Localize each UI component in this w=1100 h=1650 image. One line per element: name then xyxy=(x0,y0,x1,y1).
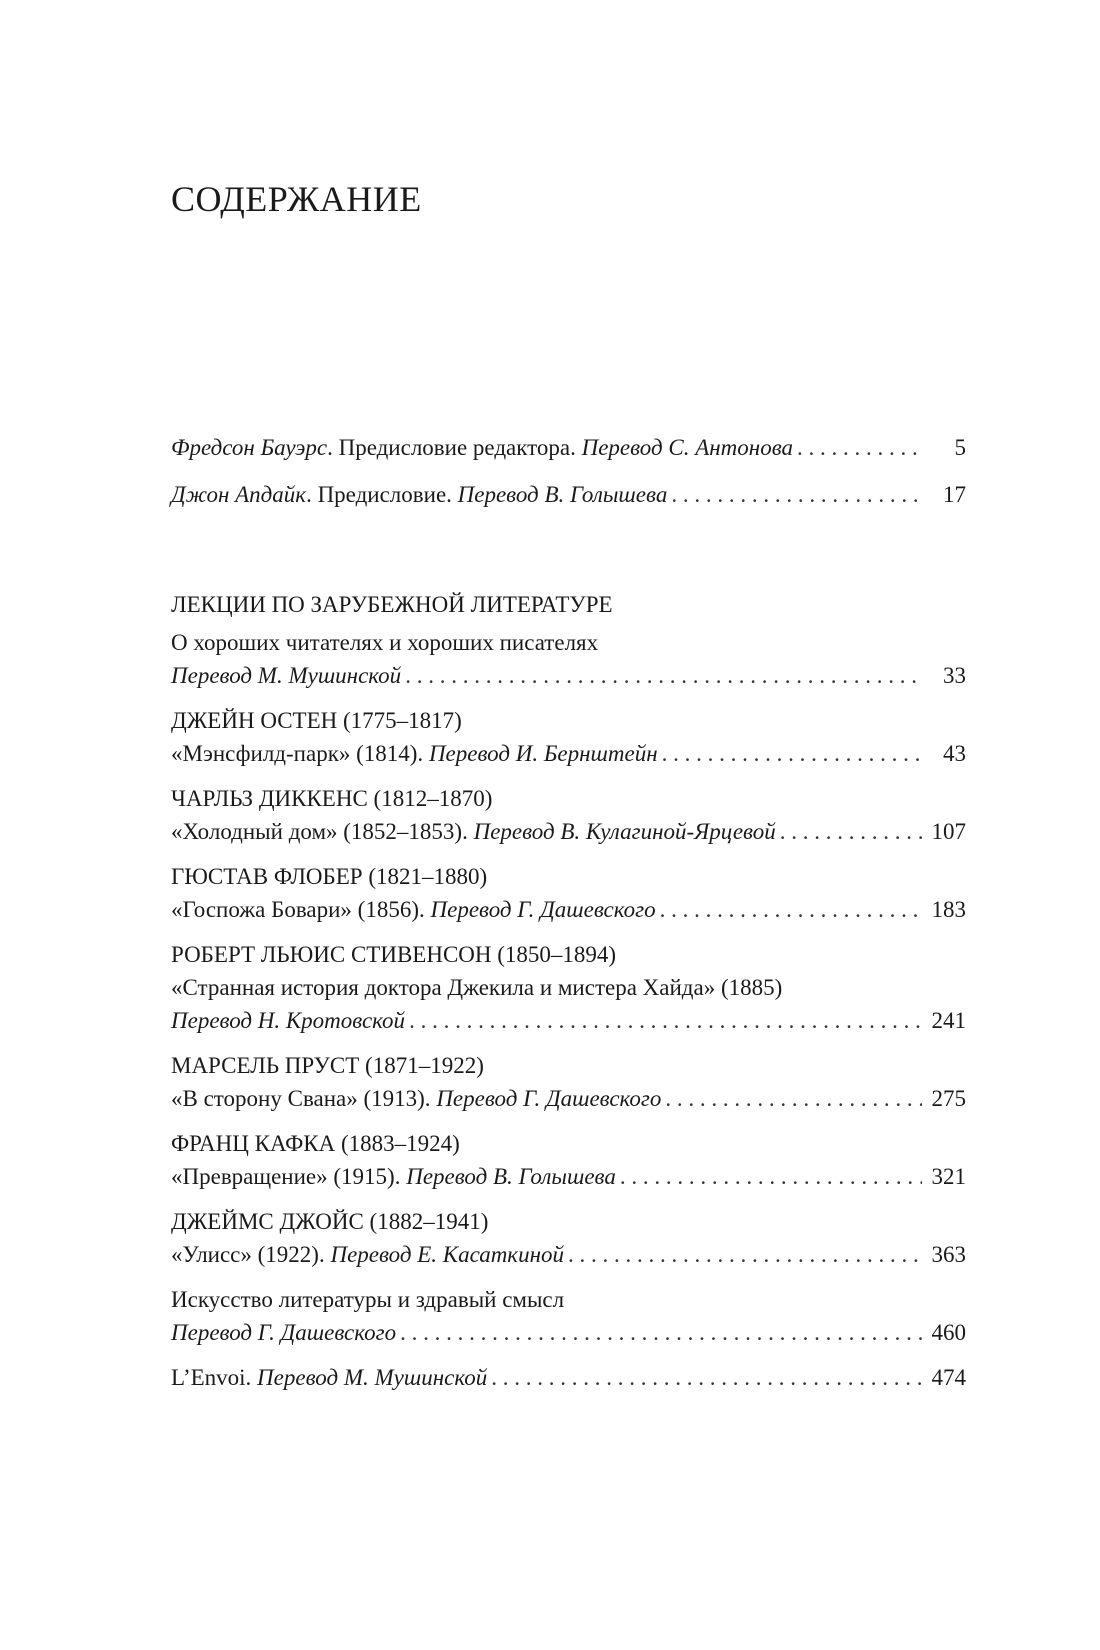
work-title: Предисловие редактора. xyxy=(338,435,576,460)
work-title: «В сторону Свана» (1913). xyxy=(171,1086,431,1111)
page-number: 275 xyxy=(931,1086,966,1111)
entry-heading: ЧАРЛЬЗ ДИККЕНС (1812–1870) xyxy=(171,786,493,811)
entry-heading: ГЮСТАВ ФЛОБЕР (1821–1880) xyxy=(171,864,488,889)
author: Фредсон Бауэрс xyxy=(171,435,328,460)
page-number: 183 xyxy=(931,897,966,922)
toc-entry-proust[interactable] xyxy=(171,1049,966,1115)
leader-dots xyxy=(409,1004,922,1037)
toc-entry-bowers-preface[interactable] xyxy=(171,431,966,464)
page-number: 321 xyxy=(931,1164,966,1189)
entry-heading: О хороших читателях и хороших писателях xyxy=(171,630,599,655)
toc-entry-flaubert[interactable] xyxy=(171,860,966,926)
page-number: 33 xyxy=(943,663,966,688)
toc-entry-art-of-literature[interactable] xyxy=(171,1283,966,1349)
work-title: «Мэнсфилд-парк» (1814). xyxy=(171,741,424,766)
translator: Перевод В. Голышева xyxy=(457,482,668,507)
toc-entry-joyce[interactable] xyxy=(171,1205,966,1271)
separator: . xyxy=(306,482,318,507)
entry-heading: Искусство литературы и здравый смысл xyxy=(171,1287,565,1312)
work-title: «Превращение» (1915). xyxy=(171,1164,401,1189)
translator: Перевод М. Мушинской xyxy=(257,1365,488,1390)
work-title: «Госпожа Бовари» (1856). xyxy=(171,897,425,922)
page-number: 474 xyxy=(931,1365,966,1390)
entry-heading: РОБЕРТ ЛЬЮИС СТИВЕНСОН (1850–1894) xyxy=(171,942,617,967)
leader-dots xyxy=(400,1316,922,1349)
work-title: «Странная история доктора Джекила и мистера Хайда» (1885) xyxy=(171,975,783,1000)
page-number: 460 xyxy=(931,1320,966,1345)
separator: . xyxy=(327,435,339,460)
translator: Перевод М. Мушинской xyxy=(171,663,402,688)
translator: Перевод Г. Дашевского xyxy=(430,897,656,922)
page-number: 107 xyxy=(931,819,966,844)
leader-dots xyxy=(797,431,922,464)
translator: Перевод С. Антонова xyxy=(581,435,794,460)
leader-dots xyxy=(780,815,922,848)
page-number: 241 xyxy=(931,1008,966,1033)
entry-heading: ФРАНЦ КАФКА (1883–1924) xyxy=(171,1131,460,1156)
work-title: Предисловие. xyxy=(317,482,452,507)
page-title: СОДЕРЖАНИЕ xyxy=(171,179,422,219)
toc-entry-stevenson[interactable] xyxy=(171,938,966,1037)
work-title: L’Envoi. xyxy=(171,1365,252,1390)
translator: Перевод В. Кулагиной-Ярцевой xyxy=(473,819,776,844)
toc-entry-kafka[interactable] xyxy=(171,1127,966,1193)
leader-dots xyxy=(568,1238,922,1271)
leader-dots xyxy=(665,1082,922,1115)
translator: Перевод Г. Дашевского xyxy=(436,1086,662,1111)
toc-entry-envoi[interactable] xyxy=(171,1361,966,1394)
toc-lectures xyxy=(171,626,966,1394)
work-title: «Холодный дом» (1852–1853). xyxy=(171,819,468,844)
translator: Перевод И. Бернштейн xyxy=(428,741,658,766)
translator: Перевод Г. Дашевского xyxy=(171,1320,397,1345)
leader-dots xyxy=(405,659,922,692)
page-number: 43 xyxy=(943,741,966,766)
entry-heading: МАРСЕЛЬ ПРУСТ (1871–1922) xyxy=(171,1053,484,1078)
section-heading: ЛЕКЦИИ ПО ЗАРУБЕЖНОЙ ЛИТЕРАТУРЕ xyxy=(171,592,613,617)
page-number: 17 xyxy=(943,482,966,507)
work-title: «Улисс» (1922). xyxy=(171,1242,325,1267)
leader-dots xyxy=(662,737,922,770)
translator: Перевод В. Голышева xyxy=(406,1164,616,1189)
leader-dots xyxy=(491,1361,922,1394)
leader-dots xyxy=(620,1160,922,1193)
translator: Перевод Е. Касаткиной xyxy=(330,1242,564,1267)
author: Джон Апдайк xyxy=(171,482,307,507)
page-number: 363 xyxy=(931,1242,966,1267)
toc-front-matter xyxy=(171,431,966,511)
leader-dots xyxy=(660,893,922,926)
entry-heading: ДЖЕЙМС ДЖОЙС (1882–1941) xyxy=(171,1209,489,1234)
toc-entry-dickens[interactable] xyxy=(171,782,966,848)
toc-entry-good-readers[interactable] xyxy=(171,626,966,692)
leader-dots xyxy=(671,478,922,511)
toc-entry-austen[interactable] xyxy=(171,704,966,770)
page-number: 5 xyxy=(954,435,966,460)
toc-entry-updike-preface[interactable] xyxy=(171,478,966,511)
entry-heading: ДЖЕЙН ОСТЕН (1775–1817) xyxy=(171,708,462,733)
translator: Перевод Н. Кротовской xyxy=(171,1008,406,1033)
